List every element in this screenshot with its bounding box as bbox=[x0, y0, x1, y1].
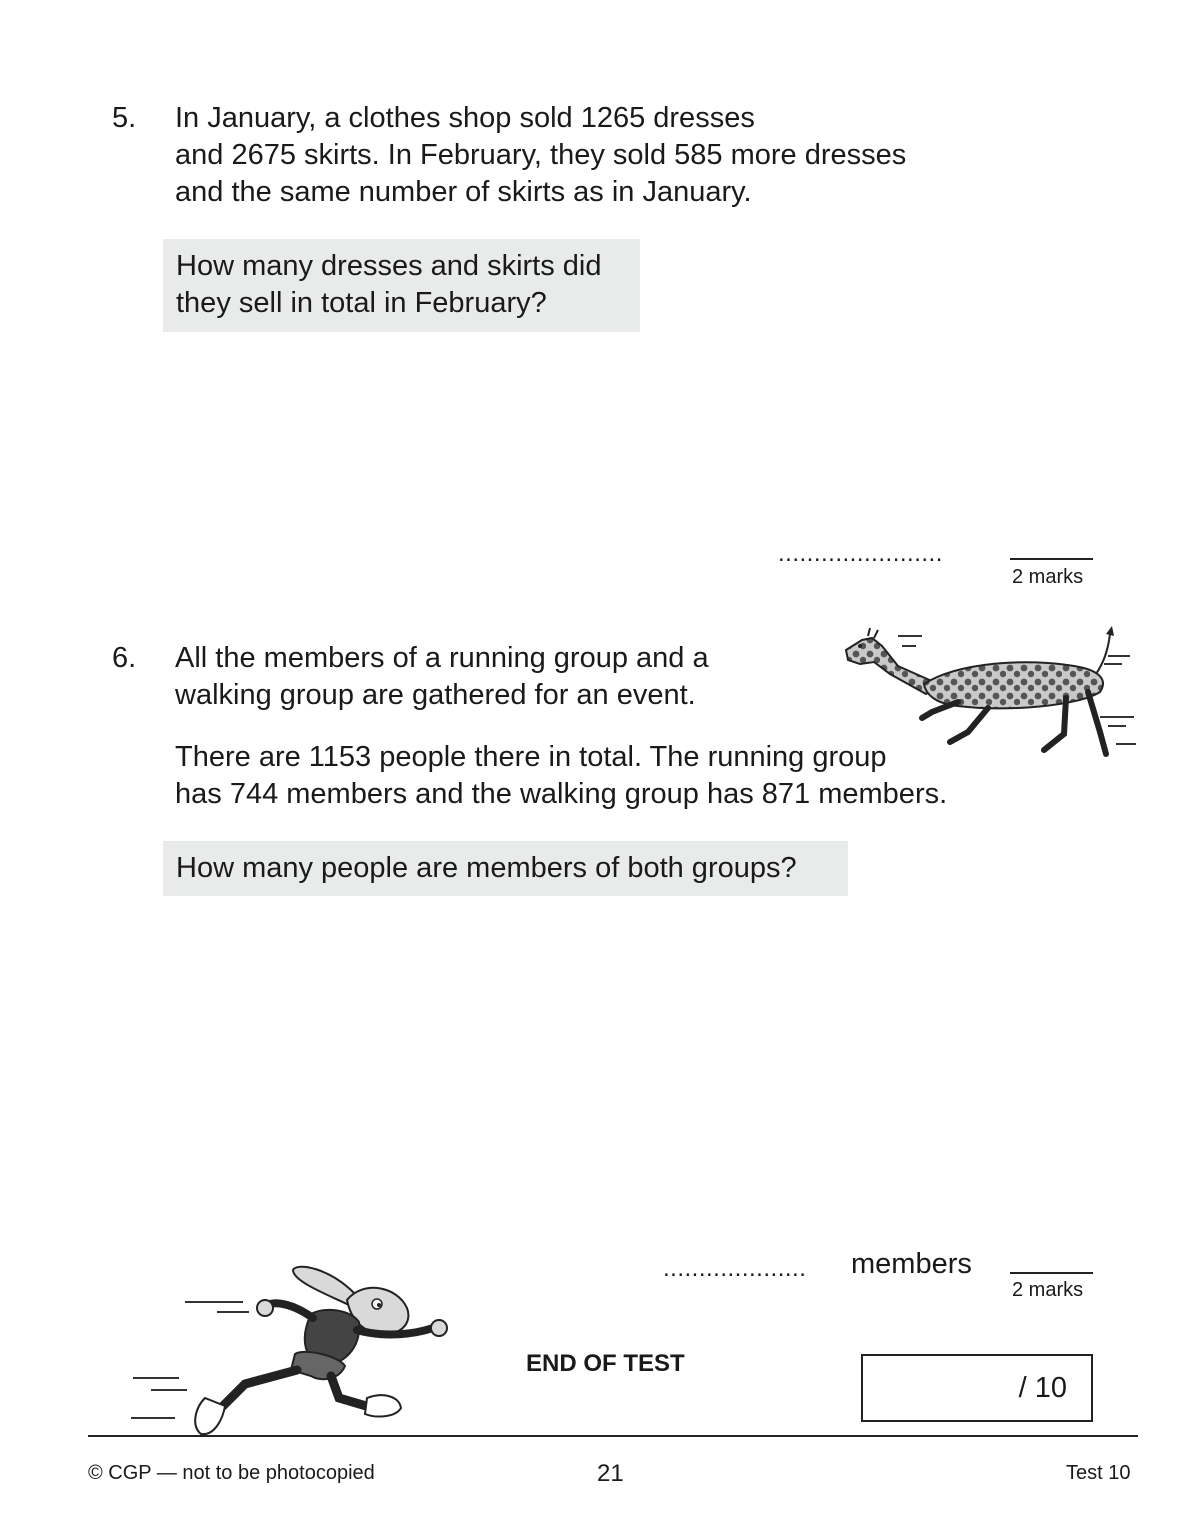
score-box bbox=[861, 1354, 1093, 1422]
question-6-prompt: How many people are members of both groups? bbox=[163, 841, 848, 896]
question-6-number: 6. bbox=[112, 642, 137, 674]
question-6-marks-line bbox=[1010, 1272, 1093, 1274]
question-5-marks-line bbox=[1010, 558, 1093, 560]
question-6-answer-dots[interactable]: .................... bbox=[663, 1255, 807, 1282]
running-rabbit-icon bbox=[125, 1258, 460, 1440]
question-6-text-1: All the members of a running group and a walking group are gathered for an event. bbox=[175, 642, 709, 711]
question-5-marks: 2 marks bbox=[1012, 566, 1084, 588]
end-of-test-label: END OF TEST bbox=[526, 1350, 685, 1377]
question-5-text: In January, a clothes shop sold 1265 dresses and 2675 skirts. In February, they sold 585 more dresses and the same number of skirts as in January. bbox=[175, 102, 907, 208]
footer-divider bbox=[88, 1435, 1138, 1437]
question-5-prompt: How many dresses and skirts did they sell in total in February? bbox=[163, 239, 640, 332]
question-6-marks: 2 marks bbox=[1012, 1279, 1084, 1301]
question-6-answer-unit: members bbox=[851, 1248, 972, 1280]
giraffe-icon bbox=[838, 622, 1140, 762]
question-5-answer-dots[interactable]: ....................... bbox=[778, 540, 943, 567]
footer-test-label: Test 10 bbox=[1066, 1462, 1131, 1484]
question-6-text-2: There are 1153 people there in total. The running group has 744 members and the walking group has 871 members. bbox=[175, 741, 948, 810]
footer-copyright: © CGP — not to be photocopied bbox=[88, 1462, 375, 1484]
question-5-number: 5. bbox=[112, 102, 137, 134]
score-total: / 10 bbox=[1018, 1372, 1067, 1404]
page-number: 21 bbox=[597, 1460, 624, 1487]
